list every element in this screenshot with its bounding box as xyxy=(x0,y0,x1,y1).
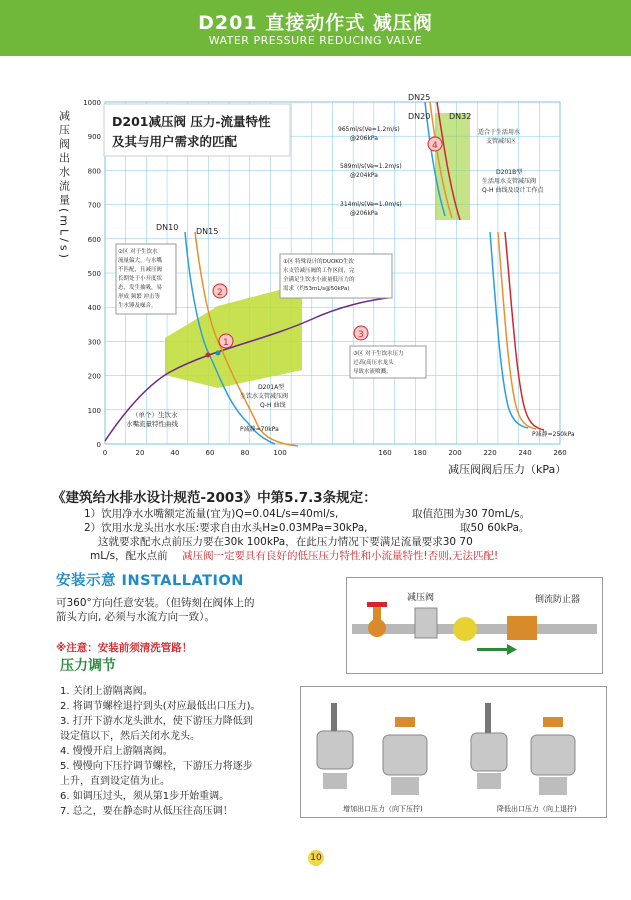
standard-line-2a: 2）饮用水龙头出水水压:要求自由水头H≥0.03MPa=30kPa, xyxy=(84,522,368,534)
series-label-dn15: DN15 xyxy=(196,227,219,236)
y-tick-label: 400 xyxy=(87,304,101,313)
x-tick-label: 40 xyxy=(170,449,180,457)
x-tick-label: 220 xyxy=(483,449,497,457)
marker-3 xyxy=(354,326,368,340)
note-2-line2: 流量偏大。与水嘴 xyxy=(118,258,163,264)
valve-2 xyxy=(383,717,427,795)
user-curve-label-2: 水嘴流量特性曲线 xyxy=(126,420,178,428)
marker-2 xyxy=(213,284,227,298)
standard-title: 《建筑给水排水设计规范-2003》中第5.7.3条规定： xyxy=(52,490,377,506)
note-1-line1: ①区 特殊设计的DUOKO生饮 xyxy=(283,259,354,265)
note-1-box xyxy=(280,254,392,298)
step-6: 6. 如调压过头，须从第1步开始重调。 xyxy=(60,791,230,802)
label-bfp: 倒流防止器 xyxy=(535,595,581,605)
note-3-line1: ③区 对于生饮水压力 xyxy=(353,351,404,357)
note-2-line6: 形成 频繁 冲击等 xyxy=(118,294,160,300)
installation-title: 安装示意 INSTALLATION xyxy=(56,573,244,589)
suitable-label-2: 支管减压区 xyxy=(486,138,517,145)
suitable-label-1: 适合于生活用水 xyxy=(478,129,521,136)
note-1-line4: 需求（约53mL/s@50kPa) xyxy=(283,286,350,292)
x-tick-label: 80 xyxy=(240,449,250,457)
point-1-line2: @206kPa xyxy=(350,135,378,142)
installation-pipe-illustration xyxy=(347,578,602,673)
series-label-dn10: DN10 xyxy=(156,223,179,232)
series-label-dn20: DN20 xyxy=(408,112,431,121)
standard-line-2b: 取50 60kPa。 xyxy=(460,522,530,534)
pressure-flow-chart xyxy=(50,88,620,480)
standard-line-4a: mL/s，配水点前 xyxy=(90,550,168,562)
marker-1 xyxy=(219,334,233,348)
installation-note: ※注意：安装前须清洗管路！ xyxy=(56,642,193,654)
valve-left xyxy=(317,703,353,789)
step-7: 7. 总之，要在静态时从低压往高压调！ xyxy=(60,806,233,817)
note-2-line3: 不匹配，且减压阀 xyxy=(118,267,163,273)
caption-up: 增加出口压力（向下压拧) xyxy=(343,805,423,813)
valve-4 xyxy=(531,717,575,795)
x-tick-label: 100 xyxy=(273,449,287,457)
point-2-line2: @204kPa xyxy=(350,172,378,179)
step-3: 3. 打开下游水龙头泄水，使下游压力降低到 xyxy=(60,716,253,727)
series-label-dn32: DN32 xyxy=(449,112,472,121)
installation-line-2: 箭头方向, 必须与水流方向一致）。 xyxy=(56,611,215,623)
marker-3-label: 3 xyxy=(358,330,364,340)
marker-4 xyxy=(428,137,442,151)
p-small-label: P减静=70kPa xyxy=(240,426,279,433)
marker-2-label: 2 xyxy=(217,288,223,298)
y-tick-label: 1000 xyxy=(83,99,101,107)
pressure-title: 压力调节 xyxy=(60,658,116,674)
qh-small-2: 生饮水支管减压阀 xyxy=(240,393,289,400)
label-prv: 减压阀 xyxy=(407,593,435,603)
y-tick-label: 200 xyxy=(87,372,101,381)
qh-large-2: 生活用水支管减压阀 xyxy=(482,178,537,185)
y-tick-label: 800 xyxy=(87,167,101,176)
step-5: 5. 慢慢向下压拧调节螺栓，下游压力将逐步 xyxy=(60,761,253,772)
page-title: D201 直接动作式 减压阀 xyxy=(198,12,433,34)
note-3-line3: 导致水流喷溅。 xyxy=(353,369,392,375)
step-1: 1. 关闭上游隔离阀。 xyxy=(60,686,153,697)
qh-small-1: D201A型 xyxy=(258,384,285,391)
valve-3 xyxy=(471,703,507,789)
y-tick-label: 600 xyxy=(87,235,101,244)
y-tick-label: 700 xyxy=(87,201,101,210)
note-3-box xyxy=(350,346,426,378)
x-tick-label: 160 xyxy=(378,449,392,457)
point-2-line1: 589ml/s(Ve=1.2m/s) xyxy=(340,163,402,170)
point-1-line1: 965ml/s(Ve=1.2m/s) xyxy=(338,126,400,133)
note-2-line1: ②区 对于生饮水 xyxy=(118,249,158,255)
chart-title-2: 及其与用户需求的匹配 xyxy=(112,134,238,149)
x-tick-label: 0 xyxy=(102,449,108,457)
standard-line-1b: 取值范围为30 70mL/s。 xyxy=(412,508,531,520)
y-tick-label: 300 xyxy=(87,338,101,347)
note-2-line7: 生水锤及噪音。 xyxy=(118,303,157,309)
note-2-box xyxy=(116,244,176,314)
caption-down: 降低出口压力（向上退拧) xyxy=(497,805,577,813)
y-tick-label: 100 xyxy=(87,406,101,415)
x-axis-label: 减压阀阀后压力（kPa） xyxy=(448,463,567,476)
step-2: 2. 将调节螺栓退拧到头(对应最低出口压力)。 xyxy=(60,701,261,712)
qh-large-3: Q-H 曲线及设计工作点 xyxy=(482,187,544,194)
x-tick-label: 200 xyxy=(448,449,462,457)
standard-line-1a: 1）饮用净水水嘴额定流量(宜为)Q=0.04L/s=40ml/s, xyxy=(84,508,339,520)
valve-adjust-illustration xyxy=(301,687,606,817)
qh-large-1: D201B型 xyxy=(496,169,523,176)
x-tick-label: 60 xyxy=(205,449,215,457)
y-axis-label: 减压阀出水流量(mL/s) xyxy=(57,110,71,261)
step-4: 4. 慢慢开启上游隔离阀。 xyxy=(60,746,173,757)
standard-line-3: 这就要求配水点前压力要在30k 100kPa，在此压力情况下要满足流量要求30 70 xyxy=(98,536,473,548)
page-subtitle: WATER PRESSURE REDUCING VALVE xyxy=(208,34,423,47)
marker-4-label: 4 xyxy=(432,141,438,151)
point-dot-blue xyxy=(216,351,221,356)
standard-line-4b: 减压阀一定要具有良好的低压压力特性和小流量特性!否则,无法匹配! xyxy=(182,550,499,562)
note-1-line2: 水支管减压阀的工作区间，完 xyxy=(283,268,355,274)
y-tick-label: 500 xyxy=(87,270,101,278)
point-dot-red xyxy=(206,353,211,358)
marker-1-label: 1 xyxy=(223,338,229,348)
adjustment-diagram xyxy=(300,686,607,818)
user-curve-label-1: （单个）生饮水 xyxy=(132,411,178,419)
step-5-cont: 上升，直到设定值为止。 xyxy=(60,776,170,787)
installation-diagram xyxy=(346,577,603,674)
note-2-line5: 态，发生抽吸，易 xyxy=(118,285,163,291)
installation-line-1: 可360°方向任意安装。（但铸刻在阀体上的 xyxy=(56,597,255,609)
y-tick-label: 900 xyxy=(87,133,101,142)
x-tick-label: 260 xyxy=(553,449,567,457)
x-tick-label: 20 xyxy=(135,449,145,457)
y-tick-label: 0 xyxy=(96,441,101,449)
p-large-label: P减静=250kPa xyxy=(532,431,575,438)
point-3-line1: 314ml/s(Ve=1.0m/s) xyxy=(340,201,402,208)
point-3-line2: @206kPa xyxy=(350,210,378,217)
note-3-line2: 过高(高压水龙头 xyxy=(353,360,394,366)
note-1-line3: 全满足生饮水小流量低压力的 xyxy=(283,277,355,283)
note-2-line4: 长期处于小开度状 xyxy=(118,276,163,282)
x-tick-label: 180 xyxy=(413,449,427,457)
chart-title: D201减压阀 压力-流量特性 xyxy=(112,114,271,129)
page-number: 10 xyxy=(308,850,324,866)
qh-small-3: Q-H 曲线 xyxy=(260,402,286,409)
step-3-cont: 设定值以下，然后关闭水龙头。 xyxy=(60,731,200,742)
series-label-dn25: DN25 xyxy=(408,93,431,102)
x-tick-label: 240 xyxy=(518,449,532,457)
